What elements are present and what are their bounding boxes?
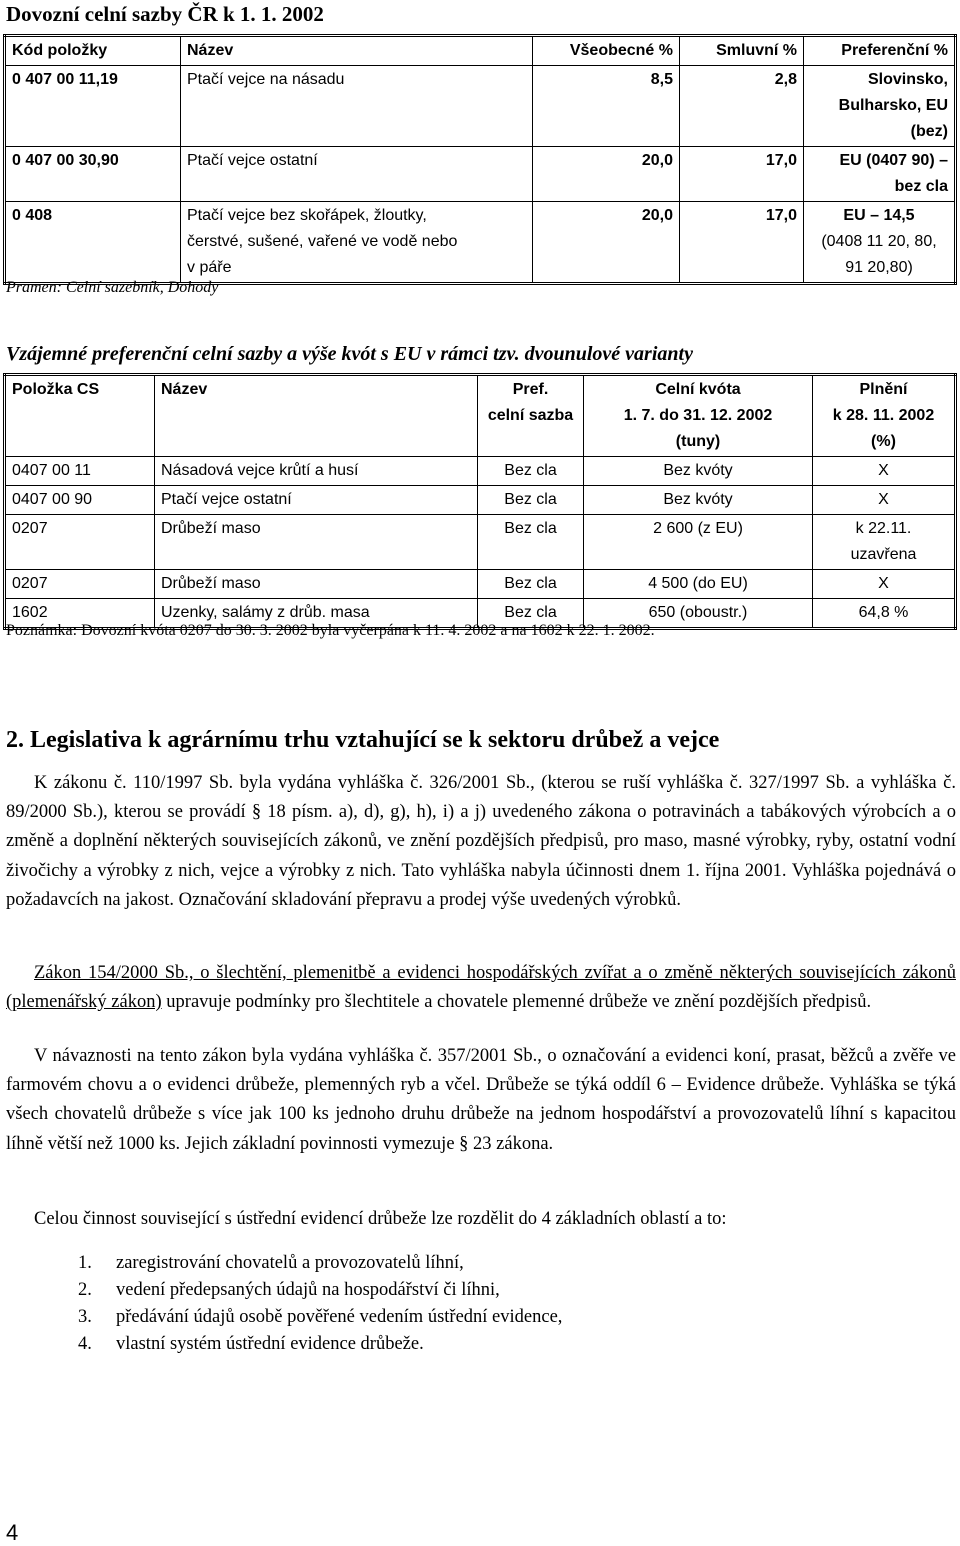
cell-quota: 4 500 (do EU) — [584, 570, 813, 599]
cell-contract: 17,0 — [680, 202, 804, 284]
cell-line: k 28. 11. 2002 — [832, 407, 935, 424]
cell-line: Celní kvóta — [655, 381, 741, 398]
cell-line: (0408 11 20, 80, — [821, 233, 937, 250]
cell-preferential — [804, 202, 956, 284]
cell-quota: 2 600 (z EU) — [584, 515, 813, 570]
cell-item: 0407 00 11 — [5, 457, 155, 486]
cell-line: (%) — [871, 433, 896, 450]
cell-line: bez cla — [894, 178, 948, 195]
table1-source: Pramen: Celní sazebník, Dohody — [6, 279, 219, 296]
cell-code: 0 407 00 11,19 — [5, 66, 181, 147]
cell-contract: 2,8 — [680, 66, 804, 147]
cell-line: 1. 7. do 31. 12. 2002 — [623, 407, 773, 424]
cell-rate: Bez cla — [478, 599, 584, 629]
section-heading: 2. Legislativa k agrárnímu trhu vztahující se k sektoru drůbež a vejce — [6, 727, 720, 753]
cell-line: celní sazba — [487, 407, 574, 424]
cell-fill — [813, 515, 956, 570]
header-preferential: Preferenční % — [804, 36, 956, 66]
cell-general: 8,5 — [533, 66, 680, 147]
table-header-row — [5, 36, 956, 66]
table2-note: Poznámka: Dovozní kvóta 0207 do 30. 3. 2002 byla vyčerpána k 11. 4. 2002 a na 1602 k 22. 1. 2002. — [6, 622, 655, 639]
header-quota — [584, 375, 813, 457]
cell-general: 20,0 — [533, 147, 680, 202]
table-row — [5, 570, 956, 599]
cell-line: 91 20,80) — [845, 259, 913, 276]
cell-line: v páře — [187, 259, 232, 276]
cell-name: Ptačí vejce ostatní — [155, 486, 478, 515]
cell-code: 0 407 00 30,90 — [5, 147, 181, 202]
cell-line: (tuny) — [675, 433, 721, 450]
header-general: Všeobecné % — [533, 36, 680, 66]
cell-name: Ptačí vejce ostatní — [181, 147, 533, 202]
cell-name — [181, 202, 533, 284]
table-row — [5, 202, 956, 284]
cell-item: 0407 00 90 — [5, 486, 155, 515]
list-item — [78, 1304, 562, 1331]
cell-quota: Bez kvóty — [584, 486, 813, 515]
cell-item: 0207 — [5, 515, 155, 570]
cell-name: Násadová vejce krůtí a husí — [155, 457, 478, 486]
cell-preferential — [804, 66, 956, 147]
header-rate — [478, 375, 584, 457]
cell-line: EU (0407 90) – — [839, 152, 948, 169]
cell-general: 20,0 — [533, 202, 680, 284]
cell-preferential — [804, 147, 956, 202]
cell-line: uzavřena — [850, 546, 917, 563]
cell-quota: Bez kvóty — [584, 457, 813, 486]
cell-rate: Bez cla — [478, 515, 584, 570]
cell-fill: X — [813, 486, 956, 515]
paragraph-2-text: upravuje podmínky pro šlechtitele a chovatele plemenné drůbeže ve znění pozdějších předpisů. — [161, 992, 872, 1013]
table2-title: Vzájemné preferenční celní sazby a výše kvót s EU v rámci tzv. dvounulové varianty — [6, 343, 693, 365]
cell-line: EU – 14,5 — [843, 207, 915, 224]
list-number: 3. — [78, 1307, 92, 1327]
quota-table — [3, 373, 957, 630]
list-number: 1. — [78, 1253, 92, 1273]
cell-item: 0207 — [5, 570, 155, 599]
header-contract: Smluvní % — [680, 36, 804, 66]
header-item: Položka CS — [5, 375, 155, 457]
header-name: Název — [181, 36, 533, 66]
cell-name: Uzenky, salámy z drůb. masa — [155, 599, 478, 629]
cell-contract: 17,0 — [680, 147, 804, 202]
table-row — [5, 457, 956, 486]
cell-name: Ptačí vejce na násadu — [181, 66, 533, 147]
cell-line: (bez) — [910, 123, 948, 140]
cell-line: Bulharsko, EU — [838, 97, 948, 114]
header-code: Kód položky — [5, 36, 181, 66]
paragraph-2 — [6, 959, 956, 1017]
table1-title: Dovozní celní sazby ČR k 1. 1. 2002 — [6, 2, 324, 26]
cell-line: Plnění — [859, 381, 908, 398]
table-row — [5, 147, 956, 202]
cell-line: Slovinsko, — [867, 71, 948, 88]
cell-rate: Bez cla — [478, 486, 584, 515]
cell-line: Pref. — [512, 381, 549, 398]
import-tariff-table — [3, 34, 957, 285]
list-text: zaregistrování chovatelů a provozovatelů líhní, — [116, 1253, 464, 1273]
table-row — [5, 66, 956, 147]
cell-fill: X — [813, 570, 956, 599]
list-text: předávání údajů osobě pověřené vedením ústřední evidence, — [116, 1307, 563, 1327]
list-item — [78, 1331, 562, 1358]
list-text: vedení předepsaných údajů na hospodářství či líhni, — [116, 1280, 500, 1300]
cell-rate: Bez cla — [478, 457, 584, 486]
list-item — [78, 1277, 562, 1304]
cell-name: Drůbeží maso — [155, 515, 478, 570]
list-item — [78, 1250, 562, 1277]
list-text: vlastní systém ústřední evidence drůbeže. — [116, 1334, 424, 1354]
cell-item: 1602 — [5, 599, 155, 629]
paragraph-3: V návaznosti na tento zákon byla vydána vyhláška č. 357/2001 Sb., o označování a evidenci koní, prasat, běžců a zvěře ve farmovém chovu a o evidenci drůbeže, plemenných ryb a včel. Drůbeže se týká oddíl 6 – Evidence drůbeže. Vyhláška se týká všech chovatelů drůbeže s více jak 100 ks jednoho druhu drůbeže na jednom hospodářství a provozovatelů líhní s kapacitou líhně větší než 1000 ks. Jejich základní povinnosti vymezuje § 23 zákona. — [6, 1046, 956, 1154]
cell-code: 0 408 — [5, 202, 181, 284]
law-link[interactable]: Zákon 154/2000 Sb., o šlechtění, plemenitbě a evidenci hospodářských zvířat a o změně některých souvisejících zákonů (plemenářský zákon) — [6, 963, 956, 1013]
cell-line: čerstvé, sušené, vařené ve vodě nebo — [187, 233, 458, 250]
cell-name: Drůbeží maso — [155, 570, 478, 599]
paragraph-1: K zákonu č. 110/1997 Sb. byla vydána vyhláška č. 326/2001 Sb., (kterou se ruší vyhláška č. 327/1997 Sb. a vyhláška č. 89/2000 Sb.), kterou se provádí § 18 písm. a), d), g), h), i) a j) uvedeného zákona o potravinách a tabákových výrobcích a o změně a doplnění některých souvisejících zákonů, ve znění pozdějších předpisů, pro maso, masné výrobky, ryby, ostatní vodní živočichy a výrobky z nich, vejce a výrobky z nich. Tato vyhláška nabyla účinnosti dnem 1. října 2001. Vyhláška pojednává o požadavcích na jakost. Označování skladování přepravu a prodej výše uvedených výrobků. — [6, 773, 956, 910]
table-row — [5, 515, 956, 570]
cell-fill: 64,8 % — [813, 599, 956, 629]
header-name: Název — [155, 375, 478, 457]
list-number: 4. — [78, 1334, 92, 1354]
list-number: 2. — [78, 1280, 92, 1300]
cell-quota: 650 (oboustr.) — [584, 599, 813, 629]
cell-rate: Bez cla — [478, 570, 584, 599]
header-fill — [813, 375, 956, 457]
table-header-row — [5, 375, 956, 457]
cell-line: k 22.11. — [855, 520, 912, 537]
areas-list — [78, 1250, 562, 1358]
page-number: 4 — [6, 1520, 19, 1545]
paragraph-4: Celou činnost související s ústřední evidencí drůbeže lze rozdělit do 4 základních oblastí a to: — [34, 1209, 727, 1229]
cell-line: Ptačí vejce bez skořápek, žloutky, — [187, 207, 427, 224]
table-row — [5, 486, 956, 515]
cell-fill: X — [813, 457, 956, 486]
